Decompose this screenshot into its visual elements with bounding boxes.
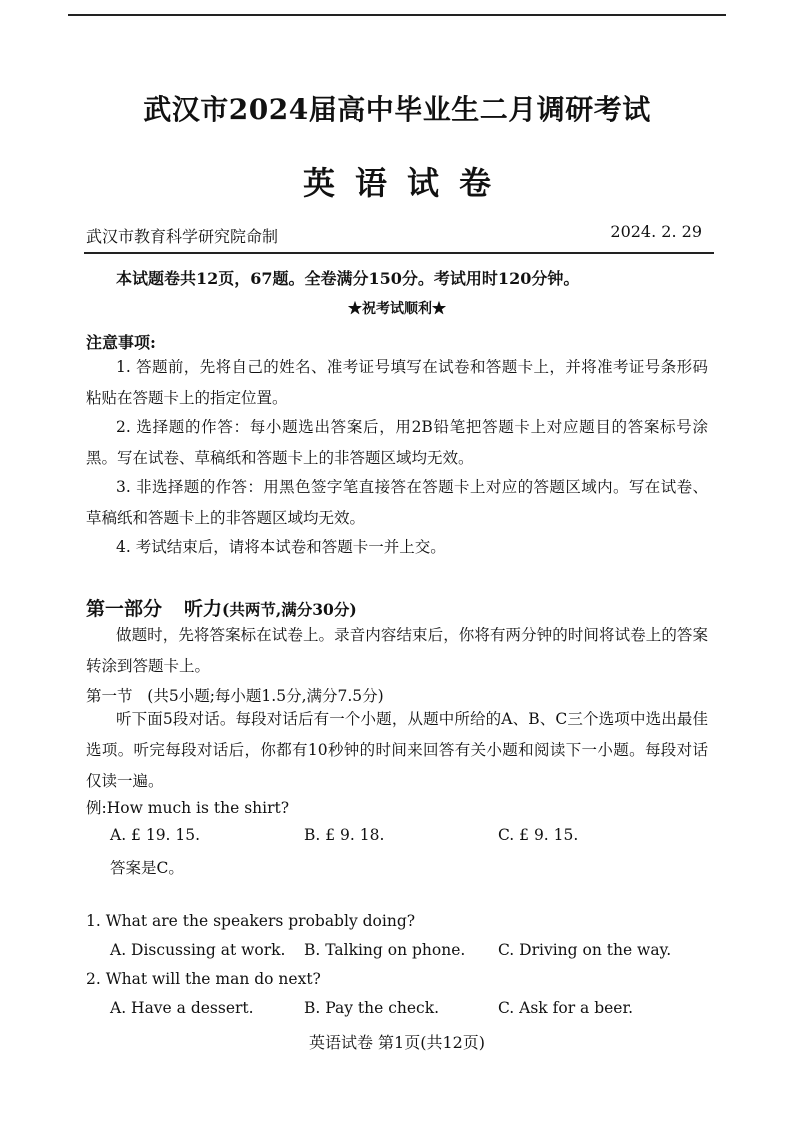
- question-1-stem: 1. What are the speakers probably doing?: [86, 912, 416, 930]
- part1-title: 第一部分: [86, 598, 163, 620]
- section1-instruction: 听下面5段对话。每段对话后有一个小题，从题中所给的A、B、C三个选项中选出最佳选项。听完每段对话后，你都有10秒钟的时间来回答有关小题和阅读下一小题。每段对话仅读一遍。: [86, 710, 708, 790]
- exam-meta: 本试题卷共12页，67题。全卷满分150分。考试用时120分钟。: [116, 269, 580, 288]
- question-1-option-b: B. Talking on phone.: [304, 941, 466, 959]
- good-luck-banner: ★祝考试顺利★: [348, 301, 446, 317]
- question-1-option-c: C. Driving on the way.: [498, 941, 672, 959]
- part1-heading: [86, 594, 357, 621]
- exam-date: 2024. 2. 29: [610, 222, 702, 241]
- question-2-option-b: B. Pay the check.: [304, 999, 440, 1017]
- part1-instruction: 做题时，先将答案标在试卷上。录音内容结束后，你将有两分钟的时间将试卷上的答案转涂到答题卡上。: [86, 626, 708, 675]
- example-option-c: C. £ 9. 15.: [498, 826, 579, 844]
- example-question-text: How much is the shirt?: [106, 799, 290, 817]
- notice-item-1: 1. 答题前，先将自己的姓名、准考证号填写在试卷和答题卡上，并将准考证号条形码粘贴在答题卡上的指定位置。: [86, 358, 708, 407]
- notice-item-2: 2. 选择题的作答：每小题选出答案后，用2B铅笔把答题卡上对应题目的答案标号涂黑。写在试卷、草稿纸和答题卡上的非答题区域均无效。: [86, 418, 708, 467]
- part1-name: 听力: [184, 598, 223, 620]
- top-border-line: [68, 14, 726, 16]
- part1-desc: (共两节,满分30分): [222, 600, 357, 619]
- section1-heading: [86, 684, 384, 706]
- page-footer: 英语试卷 第1页(共12页): [308, 1033, 486, 1052]
- example-option-a: A. £ 19. 15.: [110, 826, 201, 844]
- example-label: 例:: [86, 799, 107, 817]
- issuing-institute: 武汉市教育科学研究院命制: [86, 227, 279, 246]
- exam-title: 武汉市2024届高中毕业生二月调研考试: [143, 93, 651, 126]
- notice-heading: 注意事项:: [86, 333, 156, 352]
- example-option-b: B. £ 9. 18.: [304, 826, 385, 844]
- notice-item-3: 3. 非选择题的作答：用黑色签字笔直接答在答题卡上对应的答题区域内。写在试卷、草稿纸和答题卡上的非答题区域均无效。: [86, 478, 708, 527]
- question-2-option-a: A. Have a dessert.: [110, 999, 254, 1017]
- section1-title: 第一节: [86, 687, 133, 705]
- notice-item-4: 4. 考试结束后，请将本试卷和答题卡一并上交。: [116, 538, 446, 556]
- header-divider: [84, 252, 714, 254]
- question-2-option-c: C. Ask for a beer.: [498, 999, 634, 1017]
- question-1-option-a: A. Discussing at work.: [110, 941, 286, 959]
- example-answer: 答案是C。: [110, 859, 184, 877]
- example-question: [86, 796, 289, 818]
- question-2-stem: 2. What will the man do next?: [86, 970, 321, 988]
- exam-subtitle: 英语试卷: [302, 164, 511, 202]
- section1-desc: (共5小题;每小题1.5分,满分7.5分): [147, 687, 384, 705]
